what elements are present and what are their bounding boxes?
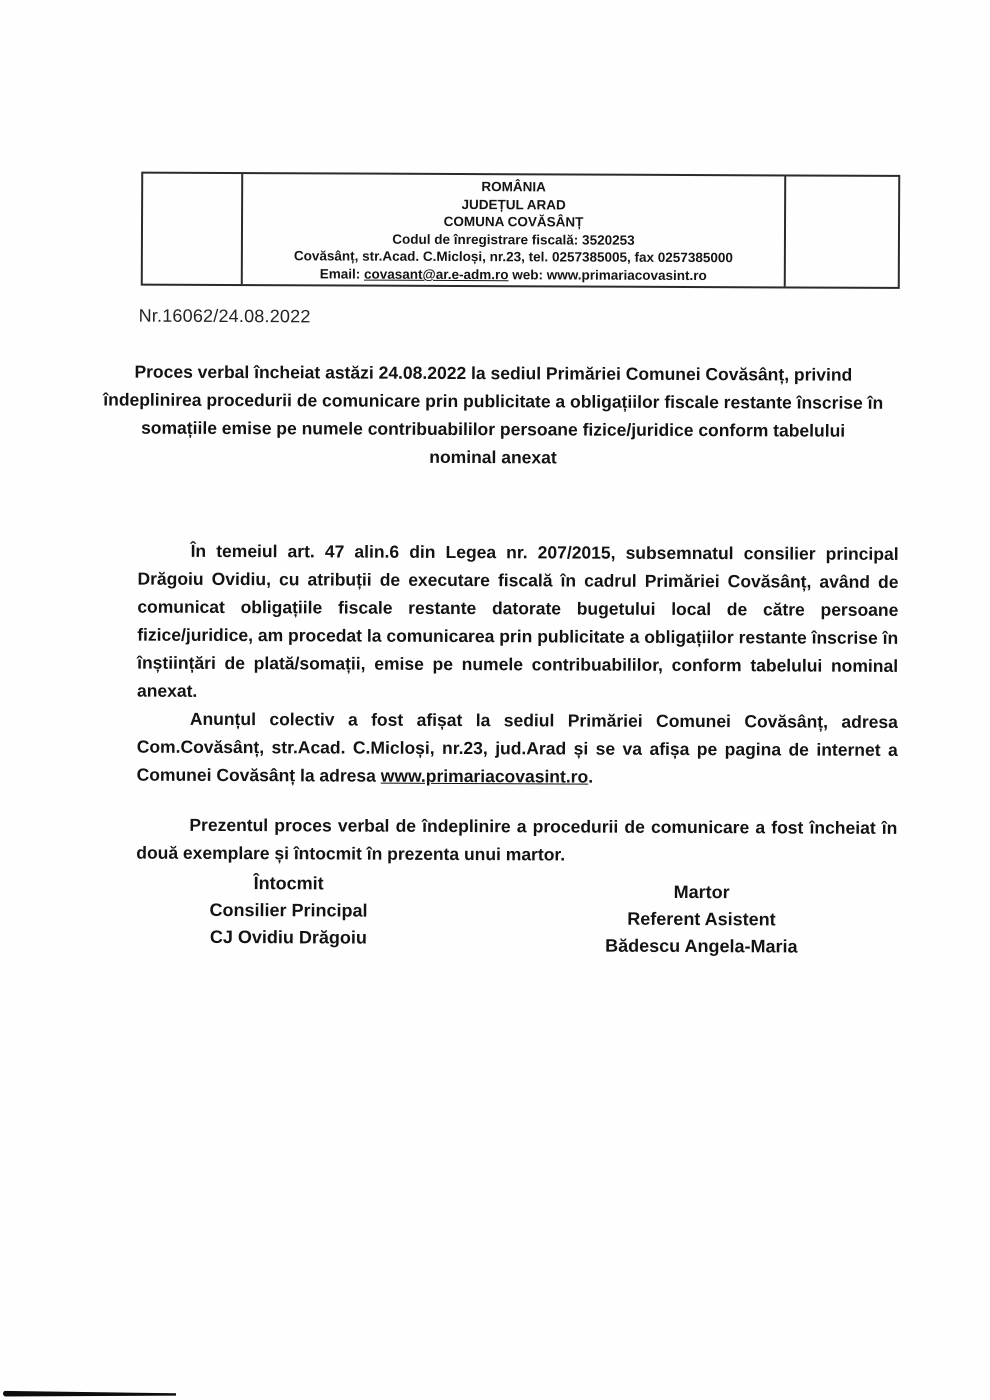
header-table [141, 172, 900, 289]
document-body [136, 537, 898, 870]
signature-heading-intocmit: Întocmit [253, 873, 324, 894]
web-address: web: www.primariacovasint.ro [508, 267, 707, 284]
title-line-2: îndeplinirea procedurii de comunicare prin publicitate a obligațiilor fiscale restante înscrise în [103, 389, 884, 413]
signature-name-left: CJ Ovidiu Drăgoiu [209, 926, 367, 948]
country-name: ROMÂNIA [481, 179, 546, 195]
signature-position-left: Consilier Principal [209, 899, 368, 921]
signature-name-right: Bădescu Angela-Maria [605, 935, 798, 957]
email-web-line [243, 265, 784, 285]
signature-heading-martor: Martor [673, 881, 730, 903]
county-name: JUDEȚUL ARAD [461, 196, 566, 213]
header-cell-left-empty [143, 174, 243, 284]
signature-block-author [196, 870, 381, 952]
website-link-text: www.primariacovasint.ro [380, 765, 589, 787]
header-cell-center [243, 174, 784, 286]
signature-block-witness [579, 879, 824, 961]
address-line: Covăsânț, str.Acad. C.Micloși, nr.23, tel. 0257385005, fax 0257385000 [293, 248, 733, 266]
body-paragraph-2 [137, 705, 898, 792]
title-line-4: nominal anexat [429, 446, 557, 468]
title-line-1: Proces verbal încheiat astăzi 24.08.2022 la sediul Primăriei Comunei Covăsânț, privind [134, 361, 853, 385]
signature-position-right: Referent Asistent [627, 908, 776, 930]
document-number: Nr.16062/24.08.2022 [138, 305, 311, 327]
fiscal-code-line: Codul de înregistrare fiscală: 3520253 [392, 231, 635, 248]
title-line-3: somațiile emise pe numele contribuabililor persoane fizice/juridice conform tabelului [141, 417, 846, 441]
body-paragraph-3: Prezentul proces verbal de îndeplinire a procedurii de comunicare a fost încheiat în două exemplare și întocmit în prezenta unui martor. [136, 814, 898, 865]
email-label: Email: [319, 266, 365, 282]
email-address: covasant@ar.e-adm.ro [364, 266, 509, 283]
paragraph-2-period: . [588, 766, 594, 787]
commune-name: COMUNA COVĂSÂNȚ [443, 214, 584, 230]
header-cell-right-empty [784, 176, 898, 286]
paragraph-2-text: Anunțul colectiv a fost afișat la sediul Primăriei Comunei Covăsânț, adresa Com.Covăsânț, str.Acad. C.Micloși, nr.23, jud.Arad și se va afișa pe pagina de internet a Comunei Covăsânț la adresa [136, 708, 898, 786]
body-paragraph-1: În temeiul art. 47 alin.6 din Legea nr. 207/2015, subsemnatul consilier principal Drăgoiu Ovidiu, cu atribuții de executare fiscală în cadrul Primăriei Covăsânț, având de comunicat obligațiile fiscale restante datorate bugetului local de către persoane fizice/juridice, am procedat la comunicarea prin publicitate a obligațiilor restante înscrise în înștiințări de plată/somații, emise pe numele contribuabililor, conform tabelului nominal anexat. [136, 540, 899, 701]
document-title [58, 357, 928, 473]
